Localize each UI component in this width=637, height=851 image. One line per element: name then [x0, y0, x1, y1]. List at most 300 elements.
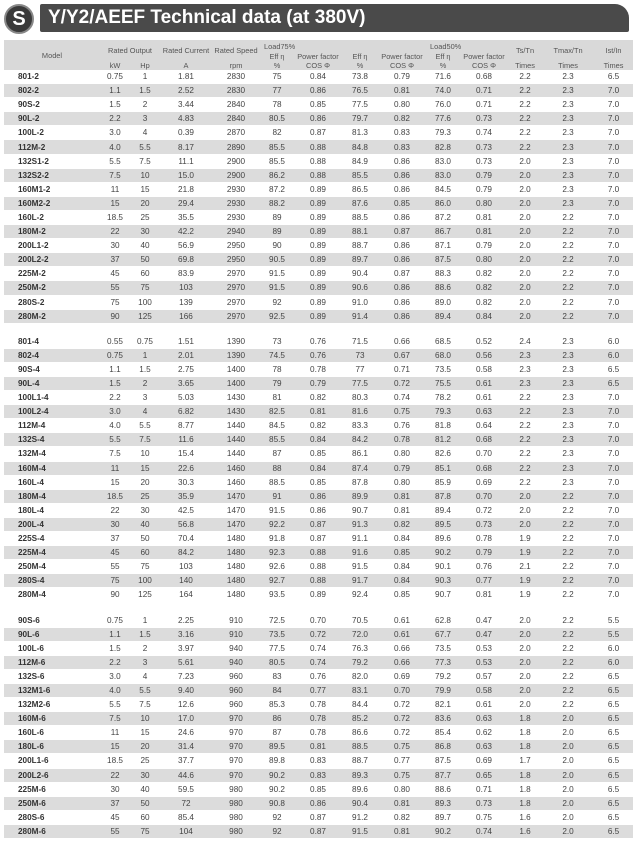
value-cell: 0.72	[460, 503, 508, 517]
value-cell: 0.55	[100, 334, 130, 348]
value-cell: 91.5	[260, 503, 294, 517]
value-cell: 6.5	[594, 376, 633, 390]
value-cell: 77	[260, 84, 294, 98]
value-cell: 1.8	[508, 768, 542, 782]
value-cell: 0.89	[294, 281, 342, 295]
value-cell: 85.1	[426, 461, 460, 475]
value-cell: 88.6	[426, 281, 460, 295]
value-cell: 88.2	[260, 196, 294, 210]
value-cell: 81.6	[342, 405, 378, 419]
value-cell: 89.4	[426, 503, 460, 517]
value-cell: 2.3	[542, 196, 594, 210]
header-load75: Load75%	[260, 40, 342, 52]
value-cell: 0.47	[460, 613, 508, 627]
unit-cos-50: COS Φ	[460, 61, 508, 70]
value-cell: 60	[130, 546, 160, 560]
value-cell: 0.81	[460, 225, 508, 239]
model-cell: 160M1-2	[4, 182, 100, 196]
value-cell: 79.9	[426, 683, 460, 697]
value-cell: 5.5	[594, 613, 633, 627]
value-cell: 0.82	[378, 112, 426, 126]
model-cell: 180M-4	[4, 489, 100, 503]
table-row	[4, 154, 633, 168]
value-cell: 980	[212, 810, 260, 824]
table-row	[4, 210, 633, 224]
group-spacer-cell	[4, 323, 633, 334]
value-cell: 8.17	[160, 140, 212, 154]
value-cell: 0.79	[460, 182, 508, 196]
value-cell: 22	[100, 503, 130, 517]
value-cell: 82.1	[426, 698, 460, 712]
value-cell: 88.1	[342, 225, 378, 239]
value-cell: 0.76	[294, 669, 342, 683]
value-cell: 0.83	[378, 140, 426, 154]
value-cell: 2.0	[508, 698, 542, 712]
value-cell: 1480	[212, 574, 260, 588]
model-cell: 801-4	[4, 334, 100, 348]
model-cell: 132M-4	[4, 447, 100, 461]
value-cell: 1440	[212, 447, 260, 461]
value-cell: 11	[100, 182, 130, 196]
value-cell: 3.97	[160, 641, 212, 655]
value-cell: 0.78	[294, 712, 342, 726]
table-row	[4, 768, 633, 782]
value-cell: 0.74	[460, 824, 508, 838]
value-cell: 2.2	[100, 655, 130, 669]
value-cell: 2.1	[508, 560, 542, 574]
value-cell: 2.2	[542, 532, 594, 546]
value-cell: 0.61	[460, 376, 508, 390]
value-cell: 0.87	[294, 517, 342, 531]
value-cell: 79.7	[342, 112, 378, 126]
value-cell: 0.71	[460, 98, 508, 112]
value-cell: 1440	[212, 419, 260, 433]
value-cell: 85.3	[260, 698, 294, 712]
value-cell: 87	[260, 726, 294, 740]
value-cell: 3	[130, 655, 160, 669]
value-cell: 30	[130, 768, 160, 782]
value-cell: 73.5	[426, 641, 460, 655]
value-cell: 1.5	[100, 641, 130, 655]
value-cell: 6.5	[594, 362, 633, 376]
value-cell: 0.71	[460, 84, 508, 98]
value-cell: 90.3	[426, 574, 460, 588]
value-cell: 7.0	[594, 140, 633, 154]
value-cell: 91.5	[342, 560, 378, 574]
value-cell: 1.1	[100, 84, 130, 98]
value-cell: 11	[100, 726, 130, 740]
table-row	[4, 641, 633, 655]
value-cell: 56.8	[160, 517, 212, 531]
value-cell: 91.6	[342, 546, 378, 560]
value-cell: 2.3	[542, 447, 594, 461]
value-cell: 85.4	[160, 810, 212, 824]
value-cell: 72.5	[260, 613, 294, 627]
model-cell: 225M-4	[4, 546, 100, 560]
table-header	[4, 40, 633, 70]
value-cell: 90.8	[260, 796, 294, 810]
value-cell: 75.5	[426, 376, 460, 390]
value-cell: 79.2	[426, 669, 460, 683]
value-cell: 2.0	[542, 782, 594, 796]
value-cell: 2870	[212, 126, 260, 140]
table-row	[4, 267, 633, 281]
value-cell: 7.0	[594, 154, 633, 168]
value-cell: 0.85	[294, 475, 342, 489]
value-cell: 0.87	[378, 225, 426, 239]
table-row	[4, 84, 633, 98]
value-cell: 79.3	[426, 126, 460, 140]
value-cell: 86	[260, 712, 294, 726]
value-cell: 0.75	[130, 334, 160, 348]
table-row	[4, 362, 633, 376]
model-cell: 280M-4	[4, 588, 100, 602]
value-cell: 91.2	[342, 810, 378, 824]
value-cell: 0.85	[378, 546, 426, 560]
value-cell: 0.77	[378, 754, 426, 768]
value-cell: 84	[260, 683, 294, 697]
value-cell: 0.75	[100, 70, 130, 84]
value-cell: 90.6	[342, 281, 378, 295]
value-cell: 1390	[212, 348, 260, 362]
value-cell: 0.84	[294, 461, 342, 475]
value-cell: 2.2	[542, 239, 594, 253]
value-cell: 2.3	[508, 376, 542, 390]
value-cell: 89.4	[426, 309, 460, 323]
value-cell: 0.80	[378, 782, 426, 796]
model-cell: 100L2-4	[4, 405, 100, 419]
table-row	[4, 182, 633, 196]
value-cell: 45	[100, 546, 130, 560]
value-cell: 2.0	[508, 295, 542, 309]
value-cell: 2.0	[508, 683, 542, 697]
table-row	[4, 683, 633, 697]
table-row	[4, 126, 633, 140]
value-cell: 1.5	[100, 376, 130, 390]
value-cell: 2.52	[160, 84, 212, 98]
value-cell: 0.87	[378, 267, 426, 281]
value-cell: 6.0	[594, 348, 633, 362]
header-pf-50: Power factor	[460, 52, 508, 61]
table-row	[4, 391, 633, 405]
value-cell: 0.47	[460, 627, 508, 641]
value-cell: 4.0	[100, 683, 130, 697]
value-cell: 0.84	[294, 70, 342, 84]
value-cell: 25	[130, 489, 160, 503]
value-cell: 7.0	[594, 461, 633, 475]
value-cell: 0.80	[378, 447, 426, 461]
value-cell: 5.5	[130, 419, 160, 433]
unit-hp: Hp	[130, 61, 160, 70]
value-cell: 10	[130, 168, 160, 182]
value-cell: 6.5	[594, 824, 633, 838]
value-cell: 1480	[212, 546, 260, 560]
value-cell: 0.89	[294, 196, 342, 210]
value-cell: 90.2	[426, 546, 460, 560]
value-cell: 50	[130, 796, 160, 810]
value-cell: 910	[212, 613, 260, 627]
value-cell: 11.6	[160, 433, 212, 447]
model-cell: 90L-4	[4, 376, 100, 390]
value-cell: 970	[212, 740, 260, 754]
value-cell: 88.5	[260, 475, 294, 489]
value-cell: 92.4	[342, 588, 378, 602]
value-cell: 6.5	[594, 796, 633, 810]
value-cell: 83.6	[426, 712, 460, 726]
value-cell: 83.9	[160, 267, 212, 281]
value-cell: 1.6	[508, 810, 542, 824]
value-cell: 24.6	[160, 726, 212, 740]
value-cell: 40	[130, 517, 160, 531]
value-cell: 82	[260, 126, 294, 140]
value-cell: 77.5	[260, 641, 294, 655]
value-cell: 18.5	[100, 754, 130, 768]
model-cell: 180L-6	[4, 740, 100, 754]
table-row	[4, 627, 633, 641]
value-cell: 4	[130, 669, 160, 683]
value-cell: 6.5	[594, 782, 633, 796]
value-cell: 2.01	[160, 348, 212, 362]
value-cell: 6.5	[594, 810, 633, 824]
value-cell: 9.40	[160, 683, 212, 697]
unit-cos-100: COS Φ	[378, 61, 426, 70]
value-cell: 30	[100, 517, 130, 531]
table-row	[4, 447, 633, 461]
value-cell: 15	[130, 461, 160, 475]
value-cell: 2.0	[508, 503, 542, 517]
value-cell: 80.5	[260, 112, 294, 126]
value-cell: 1.7	[508, 754, 542, 768]
value-cell: 0.64	[460, 419, 508, 433]
value-cell: 0.87	[294, 824, 342, 838]
model-cell: 90S-2	[4, 98, 100, 112]
value-cell: 7.0	[594, 84, 633, 98]
value-cell: 2.2	[542, 225, 594, 239]
value-cell: 72	[160, 796, 212, 810]
value-cell: 7.0	[594, 560, 633, 574]
value-cell: 92	[260, 824, 294, 838]
table-row	[4, 574, 633, 588]
value-cell: 2970	[212, 309, 260, 323]
value-cell: 89.7	[426, 810, 460, 824]
value-cell: 1.5	[130, 627, 160, 641]
value-cell: 30	[100, 782, 130, 796]
value-cell: 0.82	[378, 810, 426, 824]
value-cell: 55	[100, 824, 130, 838]
value-cell: 90	[100, 588, 130, 602]
value-cell: 0.74	[378, 391, 426, 405]
table-row	[4, 655, 633, 669]
value-cell: 20	[130, 475, 160, 489]
value-cell: 2.2	[542, 669, 594, 683]
value-cell: 2.2	[542, 698, 594, 712]
value-cell: 0.81	[460, 210, 508, 224]
value-cell: 1.6	[508, 824, 542, 838]
value-cell: 7.23	[160, 669, 212, 683]
value-cell: 7.0	[594, 517, 633, 531]
value-cell: 0.86	[378, 210, 426, 224]
value-cell: 2.3	[542, 70, 594, 84]
value-cell: 90.2	[260, 768, 294, 782]
model-cell: 160M-4	[4, 461, 100, 475]
table-row	[4, 295, 633, 309]
value-cell: 0.84	[294, 433, 342, 447]
value-cell: 0.89	[294, 210, 342, 224]
table-row	[4, 489, 633, 503]
value-cell: 940	[212, 641, 260, 655]
value-cell: 0.83	[294, 754, 342, 768]
value-cell: 86.5	[342, 182, 378, 196]
value-cell: 1.9	[508, 546, 542, 560]
value-cell: 82.8	[426, 140, 460, 154]
value-cell: 1460	[212, 461, 260, 475]
value-cell: 3.65	[160, 376, 212, 390]
value-cell: 2.25	[160, 613, 212, 627]
model-cell: 132S-4	[4, 433, 100, 447]
value-cell: 1.9	[508, 588, 542, 602]
value-cell: 7.5	[130, 433, 160, 447]
value-cell: 0.76	[294, 334, 342, 348]
model-cell: 280S-2	[4, 295, 100, 309]
table-row	[4, 461, 633, 475]
value-cell: 5.5	[100, 433, 130, 447]
value-cell: 37.7	[160, 754, 212, 768]
value-cell: 30	[130, 503, 160, 517]
value-cell: 7.0	[594, 546, 633, 560]
value-cell: 0.80	[378, 98, 426, 112]
value-cell: 91.1	[342, 532, 378, 546]
unit-pct-50: %	[426, 61, 460, 70]
model-cell: 100L-2	[4, 126, 100, 140]
value-cell: 7.5	[130, 698, 160, 712]
header-eff-100: Eff η	[342, 52, 378, 61]
value-cell: 80.3	[342, 391, 378, 405]
value-cell: 30	[100, 239, 130, 253]
value-cell: 67.7	[426, 627, 460, 641]
value-cell: 60	[130, 267, 160, 281]
value-cell: 1.8	[508, 712, 542, 726]
value-cell: 1.1	[100, 627, 130, 641]
value-cell: 77	[342, 362, 378, 376]
value-cell: 7.0	[594, 182, 633, 196]
value-cell: 30	[130, 225, 160, 239]
header-eff-75: Eff η	[260, 52, 294, 61]
value-cell: 0.72	[378, 726, 426, 740]
value-cell: 91.8	[260, 532, 294, 546]
value-cell: 0.78	[378, 433, 426, 447]
value-cell: 90	[260, 239, 294, 253]
model-cell: 132M1-6	[4, 683, 100, 697]
model-cell: 200L1-6	[4, 754, 100, 768]
value-cell: 89.0	[426, 295, 460, 309]
value-cell: 71.5	[342, 334, 378, 348]
value-cell: 82.5	[260, 405, 294, 419]
value-cell: 6.82	[160, 405, 212, 419]
value-cell: 0.65	[460, 768, 508, 782]
value-cell: 2.0	[508, 196, 542, 210]
value-cell: 84.9	[342, 154, 378, 168]
value-cell: 0.79	[294, 376, 342, 390]
value-cell: 1.8	[508, 726, 542, 740]
value-cell: 2830	[212, 70, 260, 84]
value-cell: 73.5	[260, 627, 294, 641]
value-cell: 85.5	[260, 140, 294, 154]
value-cell: 0.82	[460, 281, 508, 295]
value-cell: 79	[260, 376, 294, 390]
value-cell: 0.87	[294, 810, 342, 824]
value-cell: 93.5	[260, 588, 294, 602]
value-cell: 103	[160, 281, 212, 295]
value-cell: 88	[260, 461, 294, 475]
value-cell: 0.76	[460, 560, 508, 574]
value-cell: 2840	[212, 98, 260, 112]
value-cell: 60	[130, 810, 160, 824]
value-cell: 77.3	[426, 655, 460, 669]
model-cell: 112M-6	[4, 655, 100, 669]
value-cell: 0.81	[378, 489, 426, 503]
value-cell: 85.9	[426, 475, 460, 489]
value-cell: 2.3	[542, 433, 594, 447]
value-cell: 1	[130, 348, 160, 362]
value-cell: 0.88	[294, 574, 342, 588]
value-cell: 2.3	[542, 84, 594, 98]
table-row	[4, 560, 633, 574]
model-cell: 200L-4	[4, 517, 100, 531]
value-cell: 7.0	[594, 196, 633, 210]
value-cell: 2.3	[542, 391, 594, 405]
value-cell: 1.8	[508, 740, 542, 754]
value-cell: 125	[130, 588, 160, 602]
value-cell: 87.2	[260, 182, 294, 196]
value-cell: 7.0	[594, 475, 633, 489]
value-cell: 2.2	[542, 489, 594, 503]
value-cell: 2.2	[542, 641, 594, 655]
value-cell: 0.71	[460, 782, 508, 796]
value-cell: 2.0	[508, 225, 542, 239]
model-cell: 90L-2	[4, 112, 100, 126]
value-cell: 55	[100, 281, 130, 295]
value-cell: 90.7	[342, 503, 378, 517]
value-cell: 4.83	[160, 112, 212, 126]
value-cell: 89.6	[342, 782, 378, 796]
value-cell: 0.86	[378, 295, 426, 309]
value-cell: 2.0	[542, 824, 594, 838]
value-cell: 0.79	[460, 546, 508, 560]
value-cell: 25	[130, 754, 160, 768]
value-cell: 0.61	[378, 613, 426, 627]
value-cell: 2.2	[508, 84, 542, 98]
model-cell: 180L-4	[4, 503, 100, 517]
unit-a: A	[160, 61, 212, 70]
value-cell: 15	[100, 740, 130, 754]
value-cell: 74.0	[426, 84, 460, 98]
value-cell: 2900	[212, 154, 260, 168]
value-cell: 87.2	[426, 210, 460, 224]
value-cell: 0.72	[378, 712, 426, 726]
table-row	[4, 588, 633, 602]
model-cell: 132M2-6	[4, 698, 100, 712]
page-title: Y/Y2/AEEF Technical data (at 380V)	[40, 4, 629, 32]
value-cell: 7.0	[594, 295, 633, 309]
value-cell: 77.5	[342, 98, 378, 112]
brand-logo: S	[4, 4, 34, 34]
value-cell: 0.82	[378, 517, 426, 531]
value-cell: 40	[130, 782, 160, 796]
value-cell: 75	[130, 824, 160, 838]
value-cell: 83.0	[426, 154, 460, 168]
table-row	[4, 309, 633, 323]
table-row	[4, 824, 633, 838]
